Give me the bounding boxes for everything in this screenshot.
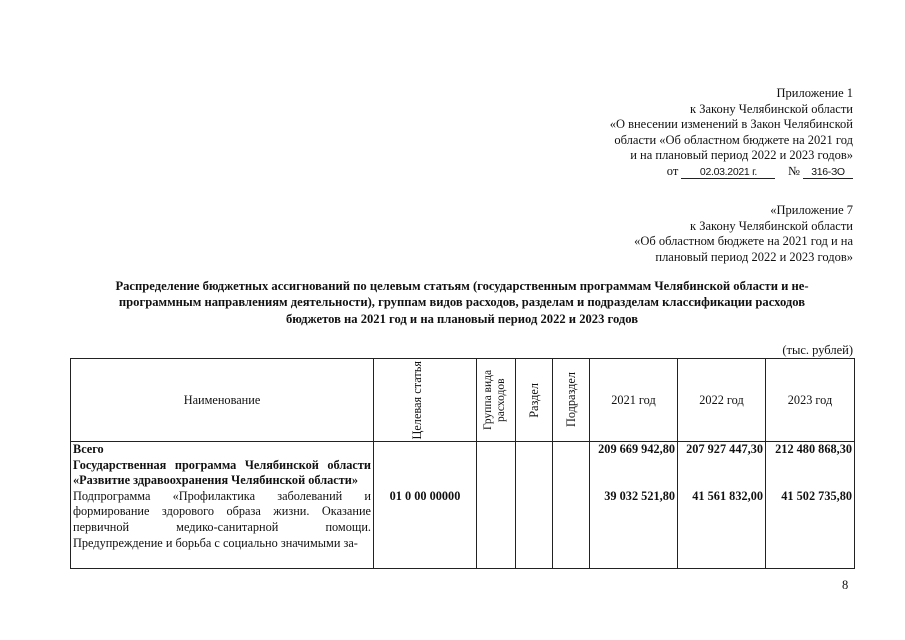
header-2023: 2023 год: [766, 359, 855, 442]
header-2021: 2021 год: [590, 359, 678, 442]
program-2021: 39 032 521,80: [604, 488, 675, 503]
title-line-2: программным направлениям деятельности), группам видов расходов, разделам и подразделам классификации расходов: [118, 295, 806, 310]
program-2023: 41 502 735,80: [781, 488, 852, 503]
table-header-row: [71, 359, 855, 442]
table-row: [71, 442, 855, 569]
document-title: [70, 278, 854, 327]
number-label: №: [787, 163, 800, 178]
section-cell: [516, 442, 553, 569]
program-2022: 41 561 832,00: [692, 488, 763, 503]
amount-2021-cell: [590, 442, 678, 569]
subsection-cell: [553, 442, 590, 569]
total-2022: 207 927 447,30: [686, 442, 763, 456]
appendix-line-1: Приложение 1: [776, 86, 853, 100]
appendix-header: [610, 86, 853, 180]
appendix-line-2: к Закону Челябинской области: [690, 101, 853, 116]
from-label: от: [666, 163, 679, 178]
program-code: 01 0 00 00000: [389, 488, 461, 503]
appendix7-line-4: плановый период 2022 и 2023 годов»: [655, 249, 853, 264]
title-line-3: бюджетов на 2021 год и на плановый период 2022 и 2023 годов: [285, 311, 639, 326]
rows-names-cell: [71, 442, 374, 569]
budget-table: [70, 358, 855, 569]
header-name: Наименование: [71, 359, 374, 442]
law-number: 316-ЗО: [803, 166, 853, 179]
law-date: 02.03.2021 г.: [681, 166, 775, 179]
total-2023: 212 480 868,30: [775, 442, 852, 456]
header-section: Раздел: [516, 359, 553, 442]
appendix7-line-1: «Приложение 7: [770, 203, 853, 217]
title-line-1: Распределение бюджетных ассигнований по целевым статьям (государственным программам Челябинской области и не-: [115, 279, 809, 293]
amount-2022-cell: [678, 442, 766, 569]
appendix-7-header: [634, 203, 853, 265]
units-label: (тыс. рублей): [782, 343, 853, 357]
header-target: Целевая статья: [374, 359, 477, 442]
header-group: Группа вида расходов: [477, 359, 516, 442]
appendix7-line-2: к Закону Челябинской области: [690, 218, 853, 233]
subprogram-name: Подпрограмма «Профилактика заболеваний и формирование здорового образа жизни. Оказание первичной медико-санитарной помощи. Предупреждение и борьба с социально значимыми за-: [73, 488, 371, 550]
program-name: Государственная программа Челябинской области «Развитие здравоохранения Челябинской области»: [73, 457, 371, 488]
law-date-number-line: [610, 164, 853, 180]
group-cell: [477, 442, 516, 569]
header-subsection: Подраздел: [553, 359, 590, 442]
total-name: Всего: [73, 442, 104, 456]
target-code-cell: [374, 442, 477, 569]
total-2021: 209 669 942,80: [598, 442, 675, 456]
appendix-line-4: области «Об областном бюджете на 2021 год: [614, 132, 853, 147]
appendix-line-3: «О внесении изменений в Закон Челябинской: [609, 117, 853, 132]
header-2022: 2022 год: [678, 359, 766, 442]
page-number: 8: [842, 578, 849, 592]
amount-2023-cell: [766, 442, 855, 569]
appendix7-line-3: «Об областном бюджете на 2021 год и на: [634, 234, 853, 249]
appendix-line-5: и на плановый период 2022 и 2023 годов»: [630, 148, 853, 163]
